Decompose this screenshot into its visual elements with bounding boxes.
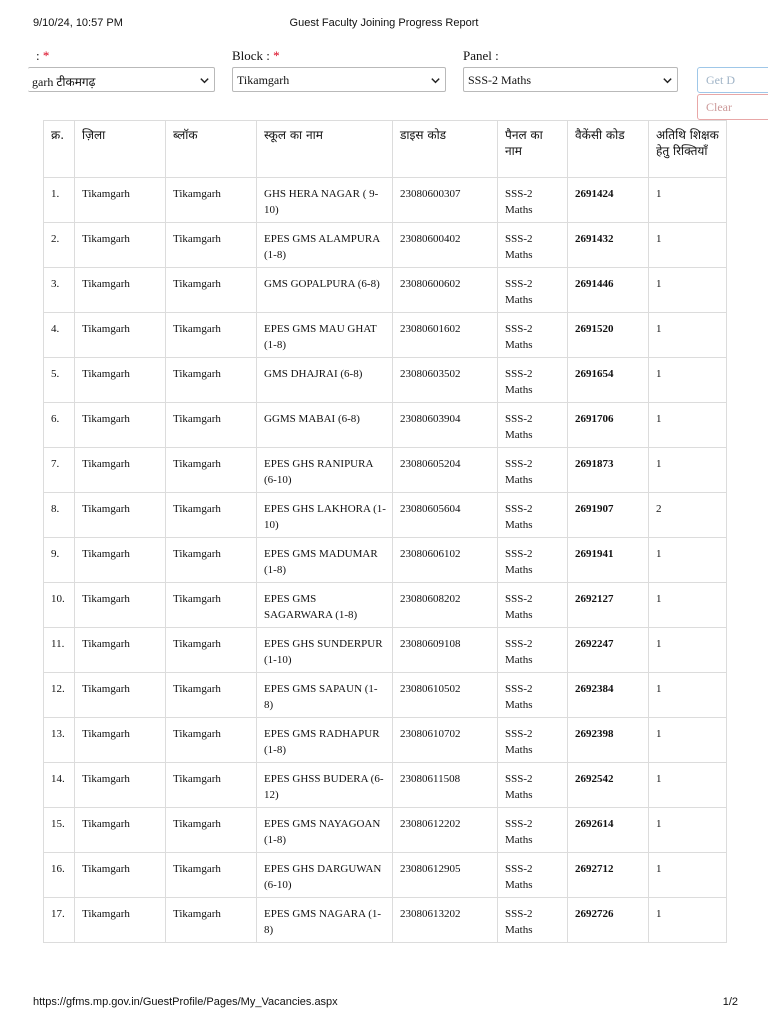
panel-select-value: SSS-2 Maths [468,73,532,87]
cell-sno: 15. [44,808,75,853]
cell-district: Tikamgarh [75,853,166,898]
cell-sno: 10. [44,583,75,628]
cell-panel: SSS-2 Maths [498,538,568,583]
cell-vacancy-code: 2692726 [568,898,649,943]
cell-block: Tikamgarh [166,583,257,628]
cell-vacancy-count: 1 [649,763,727,808]
table-row [44,853,727,898]
table-row [44,673,727,718]
cell-vacancy-code: 2691706 [568,403,649,448]
table-row [44,583,727,628]
page-number: 1/2 [722,996,738,1008]
cell-panel: SSS-2 Maths [498,853,568,898]
cell-block: Tikamgarh [166,223,257,268]
cell-panel: SSS-2 Maths [498,178,568,223]
cell-school-name: EPES GHS RANIPURA (6-10) [257,448,393,493]
cell-vacancy-count: 1 [649,853,727,898]
cell-block: Tikamgarh [166,628,257,673]
cell-district: Tikamgarh [75,178,166,223]
cell-vacancy-count: 1 [649,358,727,403]
table-row [44,763,727,808]
table-row [44,178,727,223]
cell-school-name: EPES GMS MAU GHAT (1-8) [257,313,393,358]
cell-sno: 5. [44,358,75,403]
cell-district: Tikamgarh [75,718,166,763]
cell-panel: SSS-2 Maths [498,673,568,718]
cell-school-name: EPES GMS NAYAGOAN (1-8) [257,808,393,853]
cell-district: Tikamgarh [75,403,166,448]
cell-dise-code: 23080600307 [393,178,498,223]
table-row [44,358,727,403]
cell-sno: 7. [44,448,75,493]
cell-panel: SSS-2 Maths [498,718,568,763]
required-marker: * [42,48,50,63]
cell-vacancy-code: 2692398 [568,718,649,763]
col-header-panel: पैनल का नाम [498,121,568,178]
cell-panel: SSS-2 Maths [498,583,568,628]
cell-sno: 16. [44,853,75,898]
cell-school-name: GMS GOPALPURA (6-8) [257,268,393,313]
cell-vacancy-count: 1 [649,313,727,358]
cell-school-name: EPES GMS SAGARWARA (1-8) [257,583,393,628]
cell-school-name: EPES GMS ALAMPURA (1-8) [257,223,393,268]
cell-dise-code: 23080603502 [393,358,498,403]
cell-dise-code: 23080610502 [393,673,498,718]
panel-label-text: Panel : [463,48,499,63]
col-header-school: स्कूल का नाम [257,121,393,178]
cell-panel: SSS-2 Maths [498,808,568,853]
district-label-text: : [36,48,40,63]
cell-school-name: EPES GHS LAKHORA (1-10) [257,493,393,538]
block-select[interactable] [232,67,446,92]
cell-vacancy-count: 1 [649,898,727,943]
cell-district: Tikamgarh [75,538,166,583]
cell-vacancy-code: 2692542 [568,763,649,808]
cell-vacancy-count: 1 [649,808,727,853]
cell-panel: SSS-2 Maths [498,763,568,808]
cell-vacancy-count: 1 [649,403,727,448]
cell-vacancy-code: 2691432 [568,223,649,268]
cell-vacancy-code: 2691520 [568,313,649,358]
cell-dise-code: 23080600402 [393,223,498,268]
cell-sno: 17. [44,898,75,943]
cell-block: Tikamgarh [166,313,257,358]
page-title: Guest Faculty Joining Progress Report [289,17,479,29]
cell-vacancy-count: 2 [649,493,727,538]
cell-dise-code: 23080606102 [393,538,498,583]
col-header-vacancy-code: वैकेंसी कोड [568,121,649,178]
cell-sno: 9. [44,538,75,583]
cell-vacancy-count: 1 [649,223,727,268]
cell-block: Tikamgarh [166,673,257,718]
district-select-value: garh टीकमगढ़ [32,75,96,89]
cell-dise-code: 23080611508 [393,763,498,808]
cell-block: Tikamgarh [166,403,257,448]
block-select-value: Tikamgarh [237,73,290,87]
block-label [232,48,280,64]
block-label-text: Block : [232,48,270,63]
cell-block: Tikamgarh [166,853,257,898]
panel-select[interactable] [463,67,678,92]
cell-school-name: EPES GMS SAPAUN (1-8) [257,673,393,718]
cell-dise-code: 23080600602 [393,268,498,313]
cell-vacancy-count: 1 [649,448,727,493]
cell-sno: 14. [44,763,75,808]
cell-vacancy-code: 2691907 [568,493,649,538]
cell-school-name: EPES GHS SUNDERPUR (1-10) [257,628,393,673]
cell-vacancy-count: 1 [649,178,727,223]
vacancy-table [43,120,727,943]
district-select[interactable] [28,67,215,92]
cell-dise-code: 23080610702 [393,718,498,763]
cell-district: Tikamgarh [75,358,166,403]
cell-sno: 4. [44,313,75,358]
cell-district: Tikamgarh [75,493,166,538]
cell-vacancy-count: 1 [649,718,727,763]
cell-block: Tikamgarh [166,718,257,763]
cell-panel: SSS-2 Maths [498,628,568,673]
clear-button[interactable]: Clear [697,94,768,120]
col-header-district: ज़िला [75,121,166,178]
cell-school-name: EPES GHS DARGUWAN (6-10) [257,853,393,898]
cell-district: Tikamgarh [75,808,166,853]
cell-block: Tikamgarh [166,178,257,223]
table-row [44,538,727,583]
cell-block: Tikamgarh [166,268,257,313]
cell-block: Tikamgarh [166,898,257,943]
cell-sno: 11. [44,628,75,673]
cell-sno: 8. [44,493,75,538]
cell-panel: SSS-2 Maths [498,358,568,403]
cell-dise-code: 23080605204 [393,448,498,493]
cell-vacancy-code: 2692614 [568,808,649,853]
cell-vacancy-code: 2692247 [568,628,649,673]
district-label [36,48,49,64]
get-data-button[interactable]: Get D [697,67,768,93]
cell-district: Tikamgarh [75,448,166,493]
cell-sno: 6. [44,403,75,448]
table-row [44,313,727,358]
col-header-sno: क्र. [44,121,75,178]
cell-vacancy-count: 1 [649,628,727,673]
cell-district: Tikamgarh [75,898,166,943]
cell-district: Tikamgarh [75,628,166,673]
cell-dise-code: 23080605604 [393,493,498,538]
cell-school-name: GGMS MABAI (6-8) [257,403,393,448]
cell-school-name: GHS HERA NAGAR ( 9-10) [257,178,393,223]
cell-district: Tikamgarh [75,583,166,628]
table-row [44,808,727,853]
cell-school-name: EPES GMS NAGARA (1-8) [257,898,393,943]
required-marker: * [273,48,280,63]
cell-district: Tikamgarh [75,223,166,268]
cell-district: Tikamgarh [75,268,166,313]
cell-block: Tikamgarh [166,358,257,403]
table-row [44,898,727,943]
cell-vacancy-code: 2691654 [568,358,649,403]
cell-vacancy-code: 2691446 [568,268,649,313]
cell-sno: 12. [44,673,75,718]
table-row [44,448,727,493]
chevron-down-icon [199,75,210,86]
cell-dise-code: 23080612905 [393,853,498,898]
cell-panel: SSS-2 Maths [498,223,568,268]
cell-vacancy-code: 2691873 [568,448,649,493]
cell-panel: SSS-2 Maths [498,448,568,493]
table-row [44,403,727,448]
cell-sno: 1. [44,178,75,223]
cell-dise-code: 23080603904 [393,403,498,448]
cell-vacancy-code: 2692127 [568,583,649,628]
cell-vacancy-code: 2691941 [568,538,649,583]
table-header-row [44,121,727,178]
cell-school-name: GMS DHAJRAI (6-8) [257,358,393,403]
chevron-down-icon [662,75,673,86]
table-row [44,223,727,268]
cell-block: Tikamgarh [166,493,257,538]
cell-district: Tikamgarh [75,673,166,718]
cell-sno: 13. [44,718,75,763]
col-header-block: ब्लॉक [166,121,257,178]
table-row [44,268,727,313]
print-footer [0,996,768,1012]
cell-block: Tikamgarh [166,538,257,583]
cell-district: Tikamgarh [75,763,166,808]
cell-panel: SSS-2 Maths [498,898,568,943]
cell-school-name: EPES GMS RADHAPUR (1-8) [257,718,393,763]
col-header-dise: डाइस कोड [393,121,498,178]
cell-school-name: EPES GMS MADUMAR (1-8) [257,538,393,583]
cell-vacancy-count: 1 [649,583,727,628]
print-datetime: 9/10/24, 10:57 PM [33,17,123,29]
cell-sno: 3. [44,268,75,313]
cell-vacancy-count: 1 [649,538,727,583]
cell-sno: 2. [44,223,75,268]
cell-dise-code: 23080612202 [393,808,498,853]
cell-district: Tikamgarh [75,313,166,358]
cell-vacancy-count: 1 [649,268,727,313]
chevron-down-icon [430,75,441,86]
cell-school-name: EPES GHSS BUDERA (6-12) [257,763,393,808]
table-row [44,628,727,673]
cell-vacancy-code: 2692712 [568,853,649,898]
page-url: https://gfms.mp.gov.in/GuestProfile/Pages/My_Vacancies.aspx [33,996,338,1008]
cell-vacancy-count: 1 [649,673,727,718]
cell-vacancy-code: 2691424 [568,178,649,223]
cell-block: Tikamgarh [166,763,257,808]
cell-dise-code: 23080613202 [393,898,498,943]
cell-panel: SSS-2 Maths [498,493,568,538]
cell-dise-code: 23080601602 [393,313,498,358]
col-header-vacancies: अतिथि शिक्षक हेतु रिक्तियाँ [649,121,727,178]
cell-dise-code: 23080609108 [393,628,498,673]
cell-dise-code: 23080608202 [393,583,498,628]
table-row [44,493,727,538]
cell-block: Tikamgarh [166,808,257,853]
cell-panel: SSS-2 Maths [498,268,568,313]
panel-label [463,48,499,64]
cell-vacancy-code: 2692384 [568,673,649,718]
cell-panel: SSS-2 Maths [498,313,568,358]
print-header [0,17,768,33]
cell-block: Tikamgarh [166,448,257,493]
table-row [44,718,727,763]
cell-panel: SSS-2 Maths [498,403,568,448]
